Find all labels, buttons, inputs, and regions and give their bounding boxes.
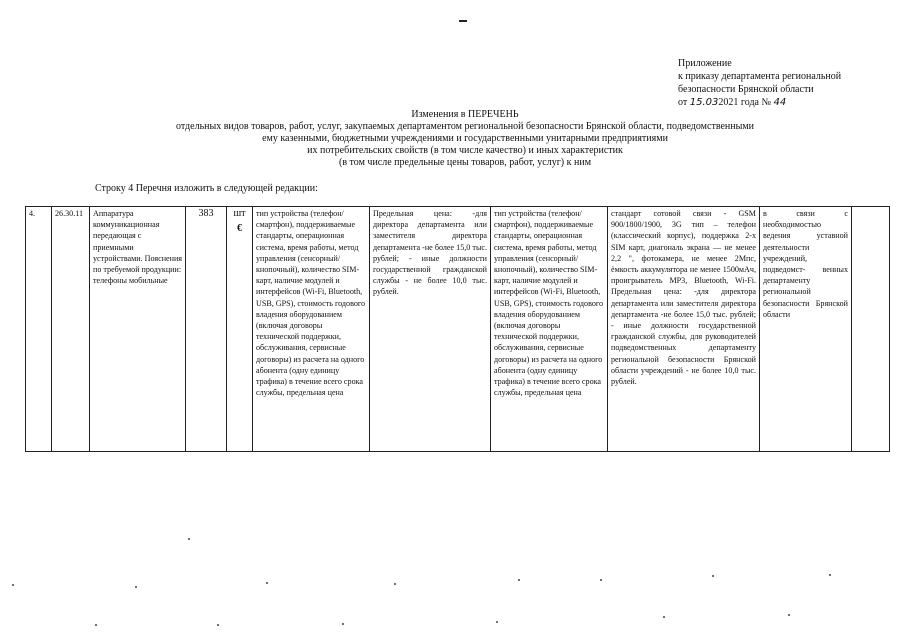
appendix-line-1: к приказу департамента региональной: [678, 71, 842, 82]
cell-okpd-code: 26.30.11: [52, 207, 90, 452]
cell-price-limit: Предельная цена: -для директора департамента или заместителя директора департамента -не более 15,0 тыс. рублей; - иные должности государственной гражданской службы - не более 10,0 тыс. рублей.: [370, 207, 491, 452]
heading-line-2: отдельных видов товаров, работ, услуг, закупаемых департаментом региональной безопасности Брянской области, подведомственными: [175, 121, 755, 132]
appendix-block: [678, 57, 898, 109]
scan-speck: [600, 579, 602, 581]
table-row: [26, 207, 890, 452]
scan-speck: [135, 586, 137, 588]
scan-speck: [342, 623, 344, 625]
appendix-line-2: безопасности Брянской области: [678, 84, 814, 95]
appendix-date-line: [678, 96, 898, 109]
scan-speck: [496, 621, 498, 623]
unit-label: шт: [233, 208, 246, 219]
cell-empty: [852, 207, 890, 452]
unit-scan-mark: €: [237, 223, 242, 235]
document-heading: [130, 109, 800, 169]
scan-speck: [663, 616, 665, 618]
scan-speck: [95, 624, 97, 626]
scan-dash-mark: [459, 20, 467, 22]
scan-speck: [266, 582, 268, 584]
cell-characteristics-2: тип устройства (телефон/смартфон), поддерживаемые стандарты, операционная система, время работы, метод управления (сенсорный/кнопочный), количество SIM-карт, наличие модулей и интерфейсов (Wi-Fi, Bluetooth, USB, GPS), стоимость годового владения оборудованием (включая договоры технической поддержки, обслуживания, сервисные договоры) из расчета на одного абонента (одну единицу трафика) в течение всего срока службы, предельная цена: [491, 207, 608, 452]
scan-speck: [518, 579, 520, 581]
heading-line-1: Изменения в ПЕРЕЧЕНЬ: [411, 109, 519, 120]
appendix-number-handwritten: 44: [773, 97, 787, 108]
cell-values: стандарт сотовой связи - GSM 900/1800/1900, 3G тип – телефон (классический корпус), поддержка 2-х SIM карт, диагональ экрана — не менее 2,2 ", фотокамера, не менее 2Мпс, ёмкость аккумулятора не менее 1500мАч, проигрыватель MP3, Bluetooth, Wi-Fi. Предельная цена: -для директора департамента или заместителя директора департамента -не более 15,0 тыс. рублей; - иные должности государственной гражданской службы, для руководителей подведомственных департаменту региональной безопасности Брянской области учреждений - не более 10,0 тыс. рублей.: [608, 207, 760, 452]
instruction-text: Строку 4 Перечня изложить в следующей редакции:: [95, 183, 318, 194]
cell-product-name: Аппаратура коммуникационная передающая с приемными устройствами. Пояснения по требуемой продукции: телефоны мобильные: [90, 207, 186, 452]
cell-okei-code: 383: [186, 207, 227, 452]
appendix-title: Приложение: [678, 58, 732, 69]
appendix-date-handwritten: 15.03: [689, 97, 719, 108]
perechen-table: [25, 206, 890, 452]
scan-speck: [829, 574, 831, 576]
appendix-date-prefix: от: [678, 97, 688, 108]
appendix-number-label: №: [761, 97, 772, 108]
cell-characteristics: тип устройства (телефон/смартфон), поддерживаемые стандарты, операционная система, время работы, метод управления (сенсорный/кнопочный), количество SIM-карт, наличие модулей и интерфейсов (Wi-Fi, Bluetooth, USB, GPS), стоимость годового владения оборудованием (включая договоры технической поддержки, обслуживания, сервисные договоры) из расчета на одного абонента (одну единицу трафика) в течение всего срока службы, предельная цена: [253, 207, 370, 452]
cell-justification: в связи с необходимостью ведения уставной деятельности учреждений, подведомст- венных департаменту региональной безопасности Брянской области: [760, 207, 852, 452]
scan-speck: [188, 538, 190, 540]
cell-row-number: 4.: [26, 207, 52, 452]
heading-line-5: (в том числе предельные цены товаров, работ, услуг) к ним: [338, 157, 592, 168]
cell-unit: [227, 207, 253, 452]
scan-speck: [394, 583, 396, 585]
heading-line-3: ему казенными, бюджетными учреждениями и государственными унитарными предприятиями: [262, 133, 668, 144]
scan-speck: [788, 614, 790, 616]
scan-speck: [12, 584, 14, 586]
appendix-date-suffix: 2021 года: [718, 97, 759, 108]
scan-speck: [217, 624, 219, 626]
scan-speck: [712, 575, 714, 577]
heading-line-4: их потребительских свойств (в том числе качество) и иных характеристик: [307, 145, 623, 156]
